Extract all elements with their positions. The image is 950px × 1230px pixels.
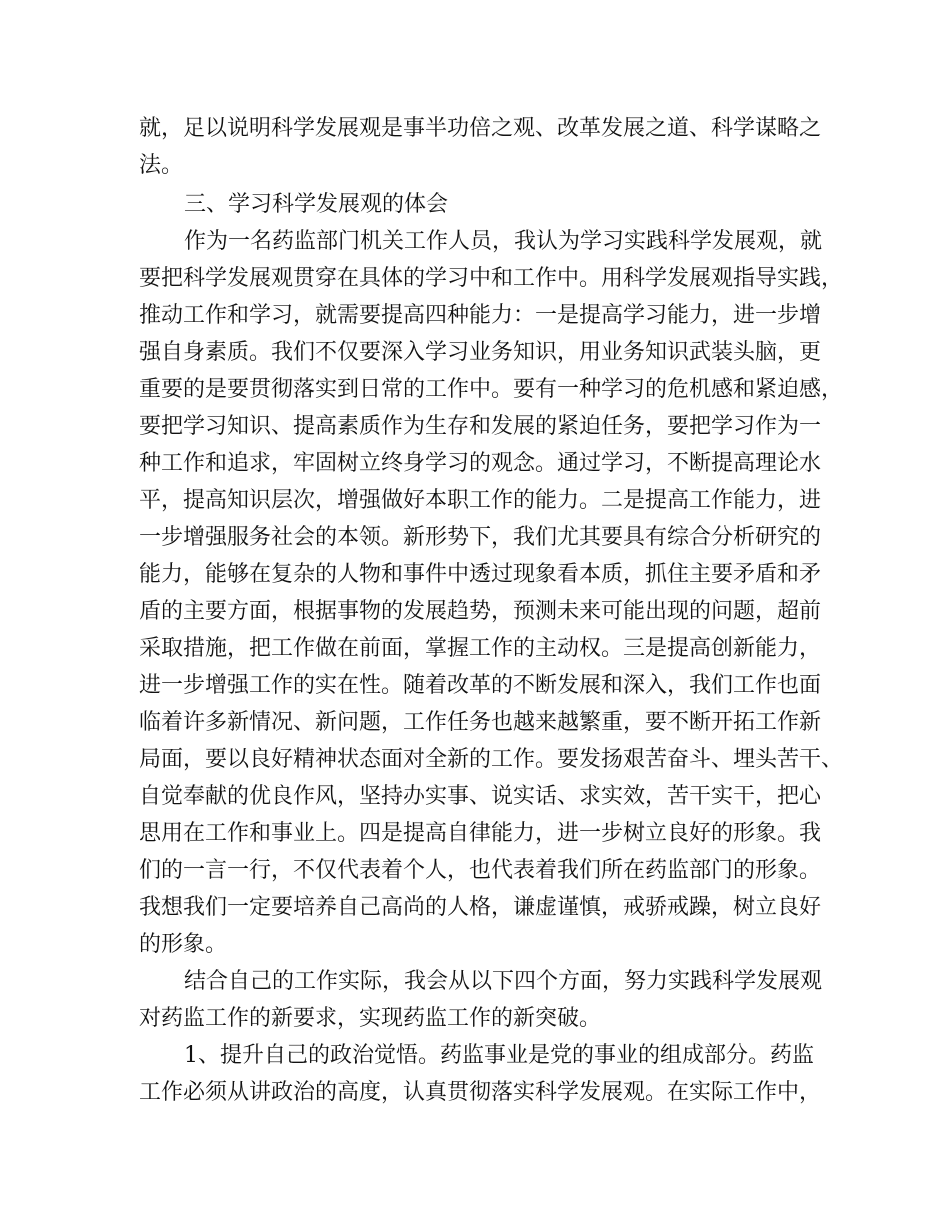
- text-line: 的形象。: [139, 932, 228, 957]
- text-line: 重要的是要贯彻落实到日常的工作中。要有一种学习的危机感和紧迫感，: [139, 377, 844, 402]
- text-line: 就，足以说明科学发展观是事半功倍之观、改革发展之道、科学谋略之: [139, 116, 822, 141]
- text-line: 强自身素质。我们不仅要深入学习业务知识，用业务知识武装头脑，更: [139, 340, 822, 365]
- text-line: 推动工作和学习，就需要提高四种能力：一是提高学习能力，进一步增: [139, 303, 822, 328]
- paragraph-start-line: 结合自己的工作实际，我会从以下四个方面，努力实践科学发展观: [184, 969, 823, 994]
- text-line: 盾的主要方面，根据事物的发展趋势，预测未来可能出现的问题，超前: [139, 599, 822, 624]
- text-line: 自觉奉献的优良作风，坚持办实事、说实话、求实效，苦干实干，把心: [139, 784, 822, 809]
- text-line: 我想我们一定要培养自己高尚的人格，谦虚谨慎，戒骄戒躁，树立良好: [139, 895, 822, 920]
- text-line: 能力，能够在复杂的人物和事件中透过现象看本质，抓住主要矛盾和矛: [139, 562, 822, 587]
- text-line: 要把学习知识、提高素质作为生存和发展的紧迫任务，要把学习作为一: [139, 414, 822, 439]
- section-heading: 三、学习科学发展观的体会: [184, 192, 449, 217]
- text-line: 思用在工作和事业上。四是提高自律能力，进一步树立良好的形象。我: [139, 821, 822, 846]
- text-line: 一步增强服务社会的本领。新形势下，我们尤其要具有综合分析研究的: [139, 525, 822, 550]
- text-line: 种工作和追求，牢固树立终身学习的观念。通过学习，不断提高理论水: [139, 451, 822, 476]
- text-line: 要把科学发展观贯穿在具体的学习中和工作中。用科学发展观指导实践，: [139, 266, 844, 291]
- text-line: 工作必须从讲政治的高度，认真贯彻落实科学发展观。在实际工作中，: [139, 1080, 822, 1105]
- text-line: 们的一言一行，不仅代表着个人，也代表着我们所在药监部门的形象。: [139, 858, 822, 883]
- text-line: 局面，要以良好精神状态面对全新的工作。要发扬艰苦奋斗、埋头苦干、: [139, 747, 844, 772]
- text-line: 采取措施，把工作做在前面，掌握工作的主动权。三是提高创新能力，: [139, 636, 822, 661]
- text-line: 法。: [139, 153, 184, 178]
- text-line: 进一步增强工作的实在性。随着改革的不断发展和深入，我们工作也面: [139, 673, 822, 698]
- text-line: 临着许多新情况、新问题，工作任务也越来越繁重，要不断开拓工作新: [139, 710, 822, 735]
- text-line: 平，提高知识层次，增强做好本职工作的能力。二是提高工作能力，进: [139, 488, 822, 513]
- paragraph-start-line: 1、提升自己的政治觉悟。药监事业是党的事业的组成部分。药监: [184, 1043, 814, 1068]
- paragraph-start-line: 作为一名药监部门机关工作人员，我认为学习实践科学发展观，就: [184, 229, 823, 254]
- text-line: 对药监工作的新要求，实现药监工作的新突破。: [139, 1006, 602, 1031]
